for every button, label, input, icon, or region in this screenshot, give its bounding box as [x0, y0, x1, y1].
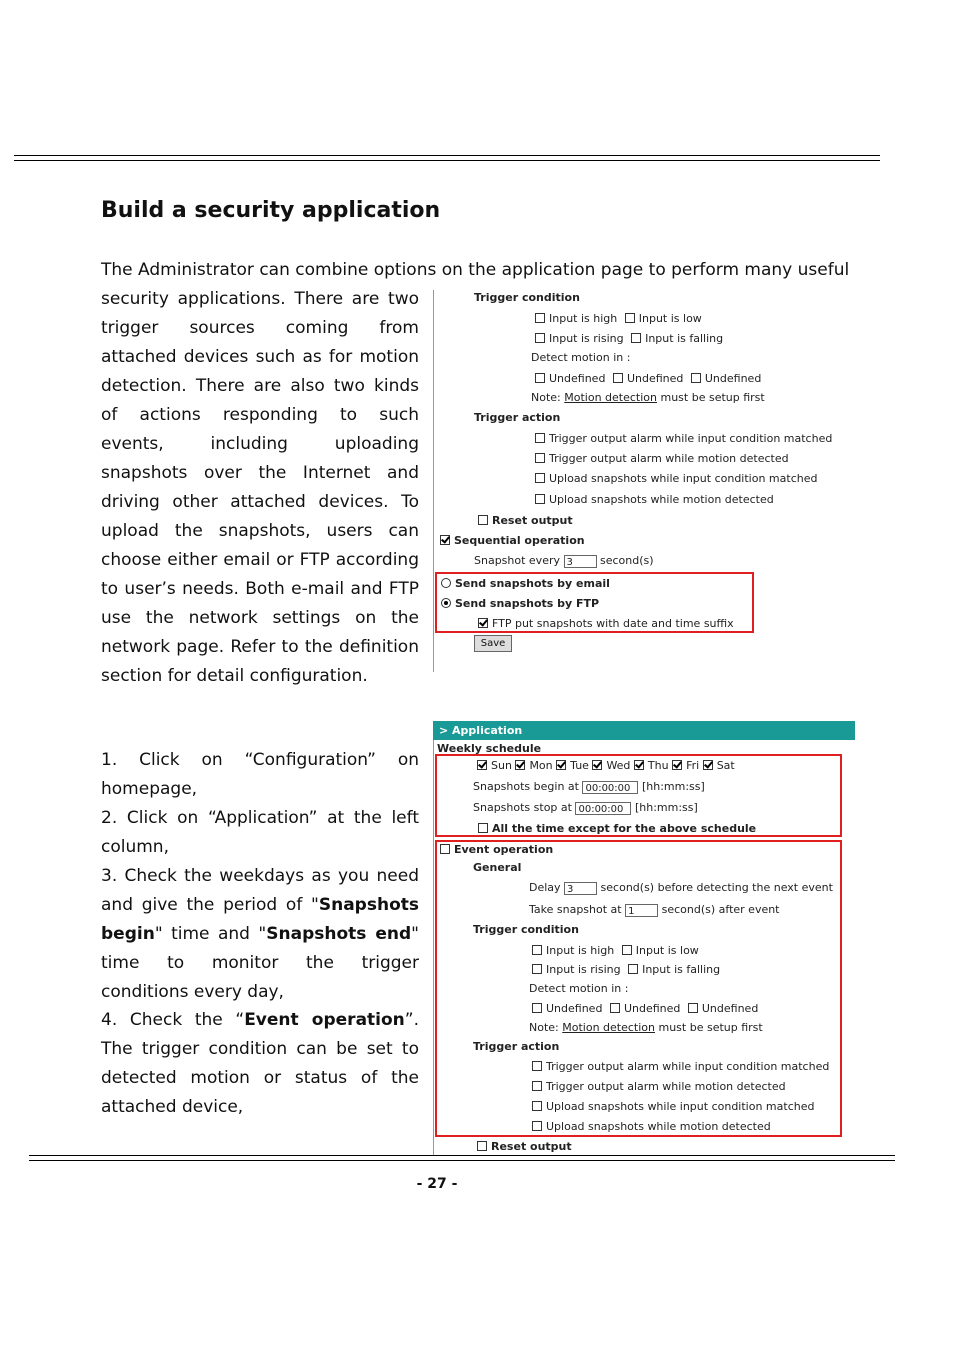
action-3-checkbox[interactable]	[535, 473, 545, 483]
trigger-condition-heading: Trigger condition	[474, 291, 580, 304]
input-rising-checkbox-2[interactable]	[532, 964, 542, 974]
motion-window-1-label-2: Undefined	[546, 1002, 603, 1015]
step-3-text-c: " time and "	[154, 924, 267, 944]
day-wed-checkbox[interactable]	[592, 760, 602, 770]
note-suffix: must be setup first	[657, 391, 765, 404]
input-low-label: Input is low	[638, 312, 702, 325]
intro-first-line: The Administrator can combine options on the application page to perform many useful	[101, 260, 850, 280]
input-high-label-2: Input is high	[546, 944, 615, 957]
input-low-checkbox[interactable]	[625, 313, 635, 323]
day-thu-checkbox[interactable]	[634, 760, 644, 770]
day-sun-checkbox[interactable]	[477, 760, 487, 770]
motion-note-2	[529, 1021, 763, 1034]
day-wed-label: Wed	[606, 759, 631, 772]
step-3	[101, 862, 419, 1007]
step-2: 2. Click on “Application” at the left column,	[101, 808, 419, 857]
step-4-text-a: 4. Check the “	[101, 1010, 245, 1030]
motion-window-1-checkbox[interactable]	[535, 373, 545, 383]
begin-time-format: [hh:mm:ss]	[641, 780, 705, 793]
action-4-label: Upload snapshots while motion detected	[549, 493, 774, 506]
weekly-schedule-heading: Weekly schedule	[437, 742, 542, 755]
input-high-label: Input is high	[549, 312, 618, 325]
motion-window-3-checkbox[interactable]	[691, 373, 701, 383]
send-email-radio[interactable]	[441, 578, 451, 588]
action-2-checkbox[interactable]	[535, 453, 545, 463]
day-fri-label: Fri	[686, 759, 700, 772]
sequential-operation-checkbox[interactable]	[440, 535, 450, 545]
motion-window-2-checkbox-2[interactable]	[610, 1003, 620, 1013]
take-snapshot-suffix: second(s) after event	[661, 903, 780, 916]
input-low-label-2: Input is low	[635, 944, 699, 957]
all-time-checkbox[interactable]	[478, 823, 488, 833]
note-suffix-2: must be setup first	[655, 1021, 763, 1034]
snapshots-stop-label: Snapshots stop at	[473, 801, 572, 814]
page-number: - 27 -	[416, 1176, 458, 1192]
detect-motion-label-2: Detect motion in :	[529, 982, 629, 995]
step-1: 1. Click on “Configuration” on homepage,	[101, 750, 419, 799]
sequential-operation-label: Sequential operation	[454, 534, 585, 547]
motion-window-2-label-2: Undefined	[623, 1002, 681, 1015]
general-heading: General	[473, 861, 522, 874]
action-4-checkbox-2[interactable]	[532, 1121, 542, 1131]
step-3-text-d: " time to monitor the trigger conditions every day,	[101, 924, 419, 1002]
delay-input[interactable]: 3	[564, 882, 597, 895]
action-2-checkbox-2[interactable]	[532, 1081, 542, 1091]
input-rising-label-2: Input is rising	[546, 963, 621, 976]
step-3-bold-begin: Snapshots begin	[101, 895, 419, 944]
page-title: Build a security application	[101, 198, 441, 223]
action-2-label-2: Trigger output alarm while motion detected	[546, 1080, 786, 1093]
event-operation-label: Event operation	[454, 843, 554, 856]
input-falling-checkbox[interactable]	[631, 333, 641, 343]
step-4-text-c: ”. The trigger condition can be set to detected motion or status of the attached device,	[101, 1010, 419, 1117]
snapshots-begin-input[interactable]: 00:00:00	[582, 781, 638, 794]
day-thu-label: Thu	[647, 759, 669, 772]
stop-time-format: [hh:mm:ss]	[634, 801, 698, 814]
action-1-label: Trigger output alarm while input condition matched	[549, 432, 833, 445]
ftp-suffix-label: FTP put snapshots with date and time suffix	[492, 617, 734, 630]
step-4-bold: Event operation	[244, 1010, 405, 1030]
reset-output-checkbox[interactable]	[478, 515, 488, 525]
motion-window-2-checkbox[interactable]	[613, 373, 623, 383]
motion-window-3-checkbox-2[interactable]	[688, 1003, 698, 1013]
snapshots-begin-label: Snapshots begin at	[473, 780, 579, 793]
input-rising-label: Input is rising	[549, 332, 624, 345]
send-ftp-radio[interactable]	[441, 598, 451, 608]
motion-detection-link-2[interactable]: Motion detection	[562, 1021, 655, 1034]
send-email-label: Send snapshots by email	[455, 577, 610, 590]
divider-line-1	[433, 290, 434, 672]
step-3-bold-end: Snapshots end	[266, 924, 412, 944]
day-sat-checkbox[interactable]	[703, 760, 713, 770]
day-sun-label: Sun	[491, 759, 512, 772]
motion-window-2-label: Undefined	[626, 372, 684, 385]
motion-window-1-checkbox-2[interactable]	[532, 1003, 542, 1013]
snapshot-interval-input[interactable]: 3	[564, 555, 597, 568]
input-falling-checkbox-2[interactable]	[628, 964, 638, 974]
input-high-checkbox[interactable]	[535, 313, 545, 323]
take-snapshot-label: Take snapshot at	[529, 903, 622, 916]
detect-motion-label: Detect motion in :	[531, 351, 631, 364]
day-mon-checkbox[interactable]	[515, 760, 525, 770]
reset-output-label: Reset output	[492, 514, 573, 527]
ftp-suffix-checkbox[interactable]	[478, 618, 488, 628]
all-time-label: All the time except for the above schedule	[492, 822, 757, 835]
input-rising-checkbox[interactable]	[535, 333, 545, 343]
application-header-bar: > Application	[433, 721, 855, 740]
intro-paragraph: security applications. There are two trigger sources coming from attached devices such as for motion detection. There are also two kinds of actions responding to such events, including uploading snapshots over the Internet and driving other attached devices. To upload the snapshots, users can choose either email or FTP according to user’s needs. Both e-mail and FTP use the network settings on the network page. Refer to the definition section for detail configuration.	[101, 289, 419, 686]
action-1-label-2: Trigger output alarm while input condition matched	[546, 1060, 830, 1073]
weekday-row	[477, 759, 735, 772]
reset-output-label-2: Reset output	[491, 1140, 572, 1153]
divider-line-2	[433, 740, 434, 1155]
action-3-label: Upload snapshots while input condition matched	[549, 472, 818, 485]
trigger-action-heading: Trigger action	[474, 411, 561, 424]
step-4	[101, 1006, 419, 1122]
take-snapshot-input[interactable]: 1	[625, 904, 658, 917]
trigger-action-heading-2: Trigger action	[473, 1040, 560, 1053]
motion-window-3-label-2: Undefined	[701, 1002, 759, 1015]
input-falling-label: Input is falling	[645, 332, 724, 345]
delay-suffix: second(s) before detecting the next event	[600, 881, 833, 894]
motion-window-1-label: Undefined	[549, 372, 606, 385]
send-ftp-label: Send snapshots by FTP	[455, 597, 600, 610]
input-falling-label-2: Input is falling	[642, 963, 721, 976]
action-3-label-2: Upload snapshots while input condition matched	[546, 1100, 815, 1113]
day-tue-label: Tue	[570, 759, 589, 772]
note-prefix-2: Note:	[529, 1021, 563, 1034]
bottom-rule	[29, 1155, 895, 1161]
action-1-checkbox-2[interactable]	[532, 1061, 542, 1071]
action-4-checkbox[interactable]	[535, 494, 545, 504]
save-button[interactable]: Save	[474, 635, 512, 652]
day-tue-checkbox[interactable]	[556, 760, 566, 770]
step-3-text-a: 3. Check the weekdays as you need and give the period of "	[101, 866, 419, 915]
note-prefix: Note:	[531, 391, 565, 404]
action-4-label-2: Upload snapshots while motion detected	[546, 1120, 771, 1133]
day-mon-label: Mon	[529, 759, 553, 772]
input-low-checkbox-2[interactable]	[622, 945, 632, 955]
motion-note	[531, 391, 765, 404]
snapshot-interval-unit: second(s)	[600, 554, 654, 567]
day-fri-checkbox[interactable]	[672, 760, 682, 770]
delay-label: Delay	[529, 881, 561, 894]
reset-output-checkbox-2[interactable]	[477, 1141, 487, 1151]
snapshot-every-label: Snapshot every	[474, 554, 560, 567]
trigger-condition-heading-2: Trigger condition	[473, 923, 579, 936]
snapshots-stop-input[interactable]: 00:00:00	[575, 802, 631, 815]
action-1-checkbox[interactable]	[535, 433, 545, 443]
motion-window-3-label: Undefined	[704, 372, 762, 385]
motion-detection-link[interactable]: Motion detection	[564, 391, 657, 404]
input-high-checkbox-2[interactable]	[532, 945, 542, 955]
top-rule	[14, 155, 880, 161]
day-sat-label: Sat	[716, 759, 735, 772]
action-3-checkbox-2[interactable]	[532, 1101, 542, 1111]
event-operation-checkbox[interactable]	[440, 844, 450, 854]
action-2-label: Trigger output alarm while motion detected	[549, 452, 789, 465]
